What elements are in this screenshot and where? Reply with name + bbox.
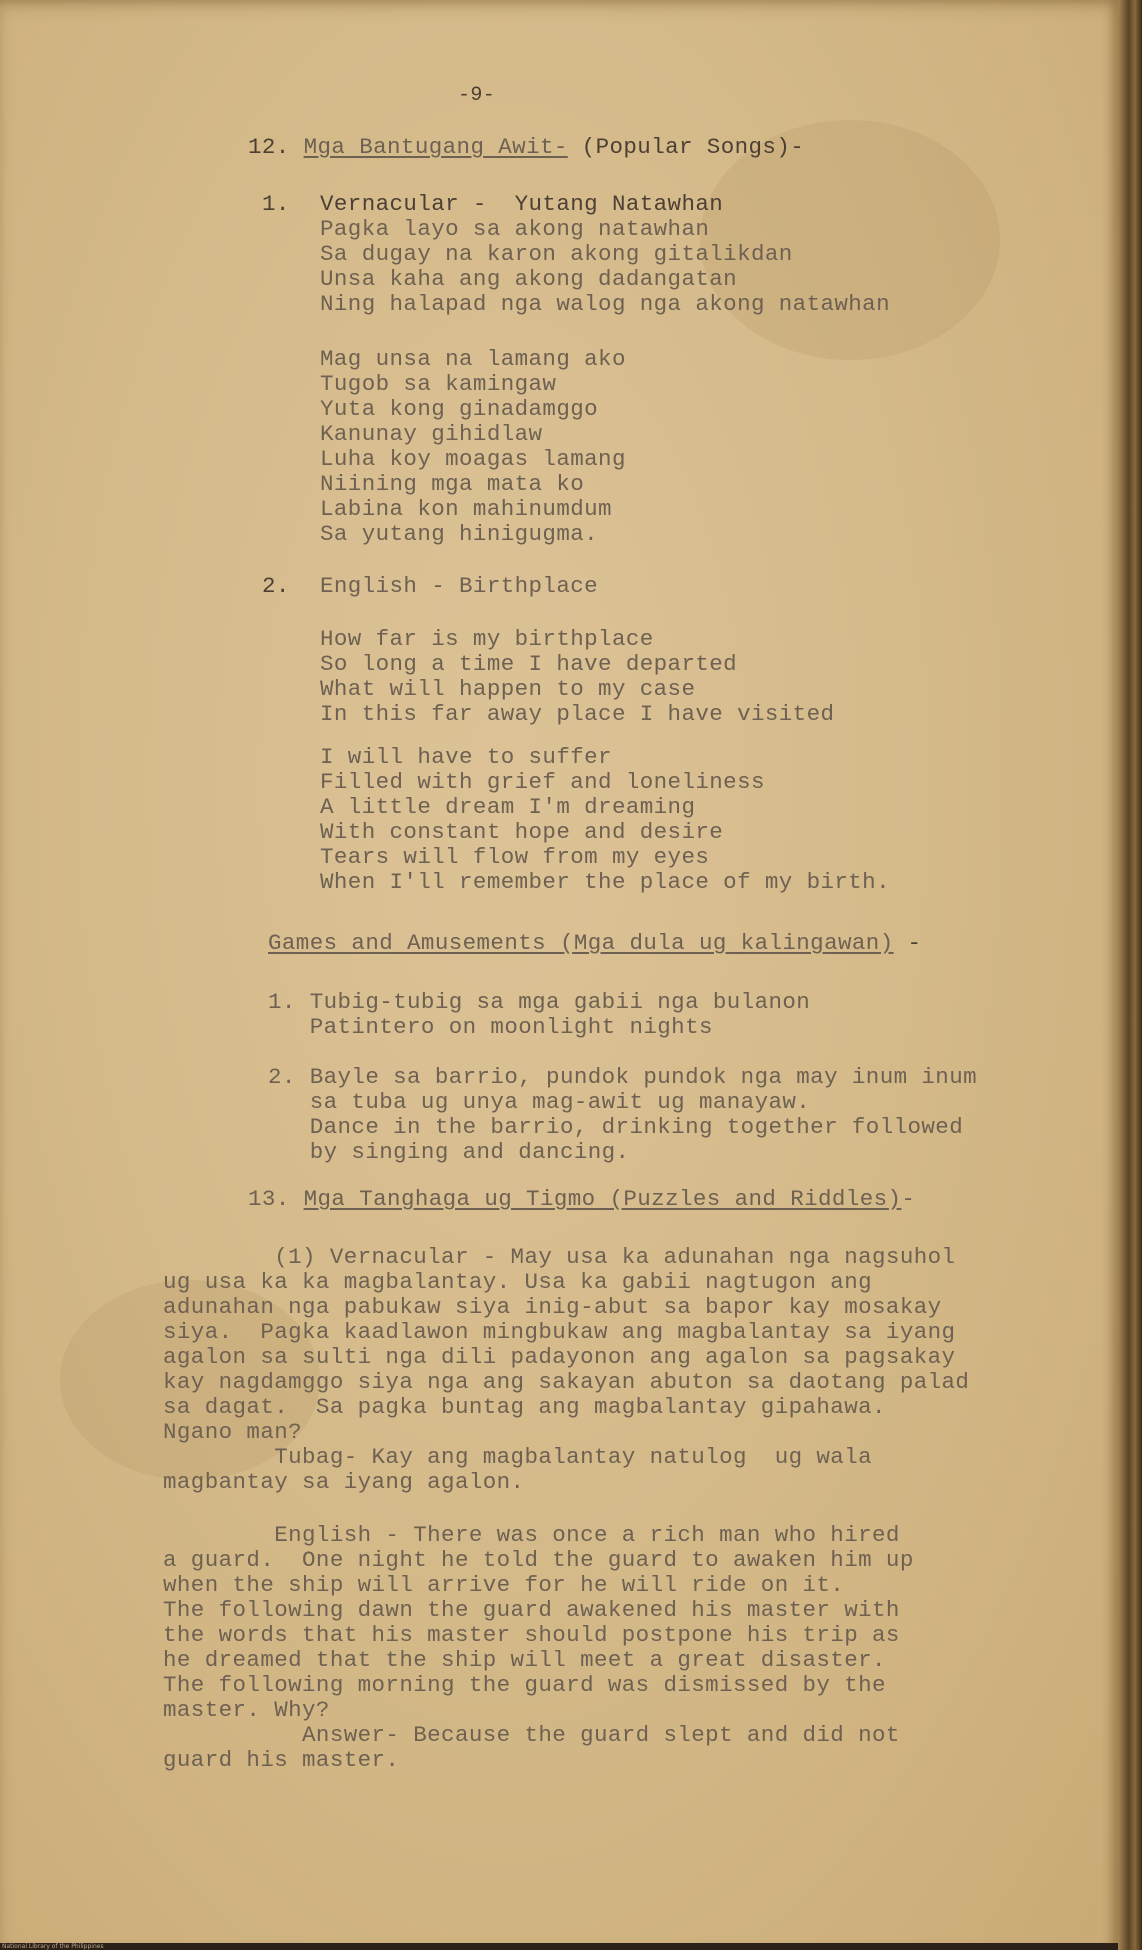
section-title-underlined: Mga Tanghaga ug Tigmo (Puzzles and Riddles) (303, 1186, 902, 1212)
games-title-rest: - (893, 930, 922, 956)
section-number: 13. (248, 1186, 290, 1212)
book-binding-edge (1118, 0, 1142, 1950)
song-2-number: 2. (262, 573, 290, 599)
song-2-stanza-2: I will have to suffer Filled with grief and loneliness A little dream I'm dreaming With constant hope and desire Tears will flow from my eyes When I'll remember the place of my birth. (320, 744, 890, 895)
riddle-vernacular: (1) Vernacular - May usa ka adunahan nga nagsuhol ug usa ka ka magbalantay. Usa ka gabii nagtugon ang adunahan nga pabukaw siya inig-abut sa bapor kay mosakay siya. Pagka kaadlawon mingbukaw ang magbalantay sa iyang agalon sa sulti nga dili padayonon ang agalon sa pagsakay kay nagdamggo siya nga ang sakayan abuton sa daotang palad sa dagat. Sa pagka buntag ang magbalantay gipahawa. Ngano man? (163, 1244, 970, 1445)
song-1-stanza-2: Mag unsa na lamang ako Tugob sa kamingaw Yuta kong ginadamggo Kanunay gihidlaw Luha koy moagas lamang Niining mga mata ko Labina kon mahinumdum Sa yutang hinigugma. (320, 346, 626, 547)
section-12-heading (248, 135, 804, 160)
riddle-english: English - There was once a rich man who hired a guard. One night he told the guard to awaken him up when the ship will arrive for he will ride on it. The following dawn the guard awakened his master with the words that his master should postpone his trip as he dreamed that the ship will meet a great disaster. The following morning the guard was dismissed by the master. Why? (163, 1522, 914, 1723)
song-1-stanza-1: Pagka layo sa akong natawhan Sa dugay na karon akong gitalikdan Unsa kaha ang akong dadangatan Ning halapad nga walog nga akong natawhan (320, 216, 890, 317)
games-item-2: 2. Bayle sa barrio, pundok pundok nga may inum inum sa tuba ug unya mag-awit ug manayaw. Dance in the barrio, drinking together followed by singing and dancing. (268, 1064, 978, 1165)
section-number: 12. (248, 134, 290, 160)
section-title-rest: - (901, 1186, 916, 1212)
riddle-vernacular-answer: Tubag- Kay ang magbalantay natulog ug wala magbantay sa iyang agalon. (163, 1444, 873, 1495)
section-title-rest: (Popular Songs)- (567, 134, 805, 160)
page-number: -9- (458, 84, 496, 107)
games-title-underlined: Games and Amusements (Mga dula ug kalingawan) (268, 930, 894, 956)
section-13-heading (248, 1187, 915, 1212)
games-item-1: 1. Tubig-tubig sa mga gabii nga bulanon Patintero on moonlight nights (268, 989, 811, 1040)
footer-source-note: National Library of the Philippines (2, 1943, 104, 1950)
song-2-title: English - Birthplace (320, 573, 599, 599)
games-heading (268, 931, 921, 956)
section-title-underlined: Mga Bantugang Awit- (303, 134, 568, 160)
song-2-stanza-1: How far is my birthplace So long a time I have departed What will happen to my case In this far away place I have visited (320, 626, 835, 727)
scan-bottom-strip (0, 1943, 1118, 1950)
song-1-title: Vernacular - Yutang Natawhan (320, 191, 724, 217)
song-1-number: 1. (262, 191, 290, 217)
riddle-english-answer: Answer- Because the guard slept and did not guard his master. (163, 1722, 900, 1773)
